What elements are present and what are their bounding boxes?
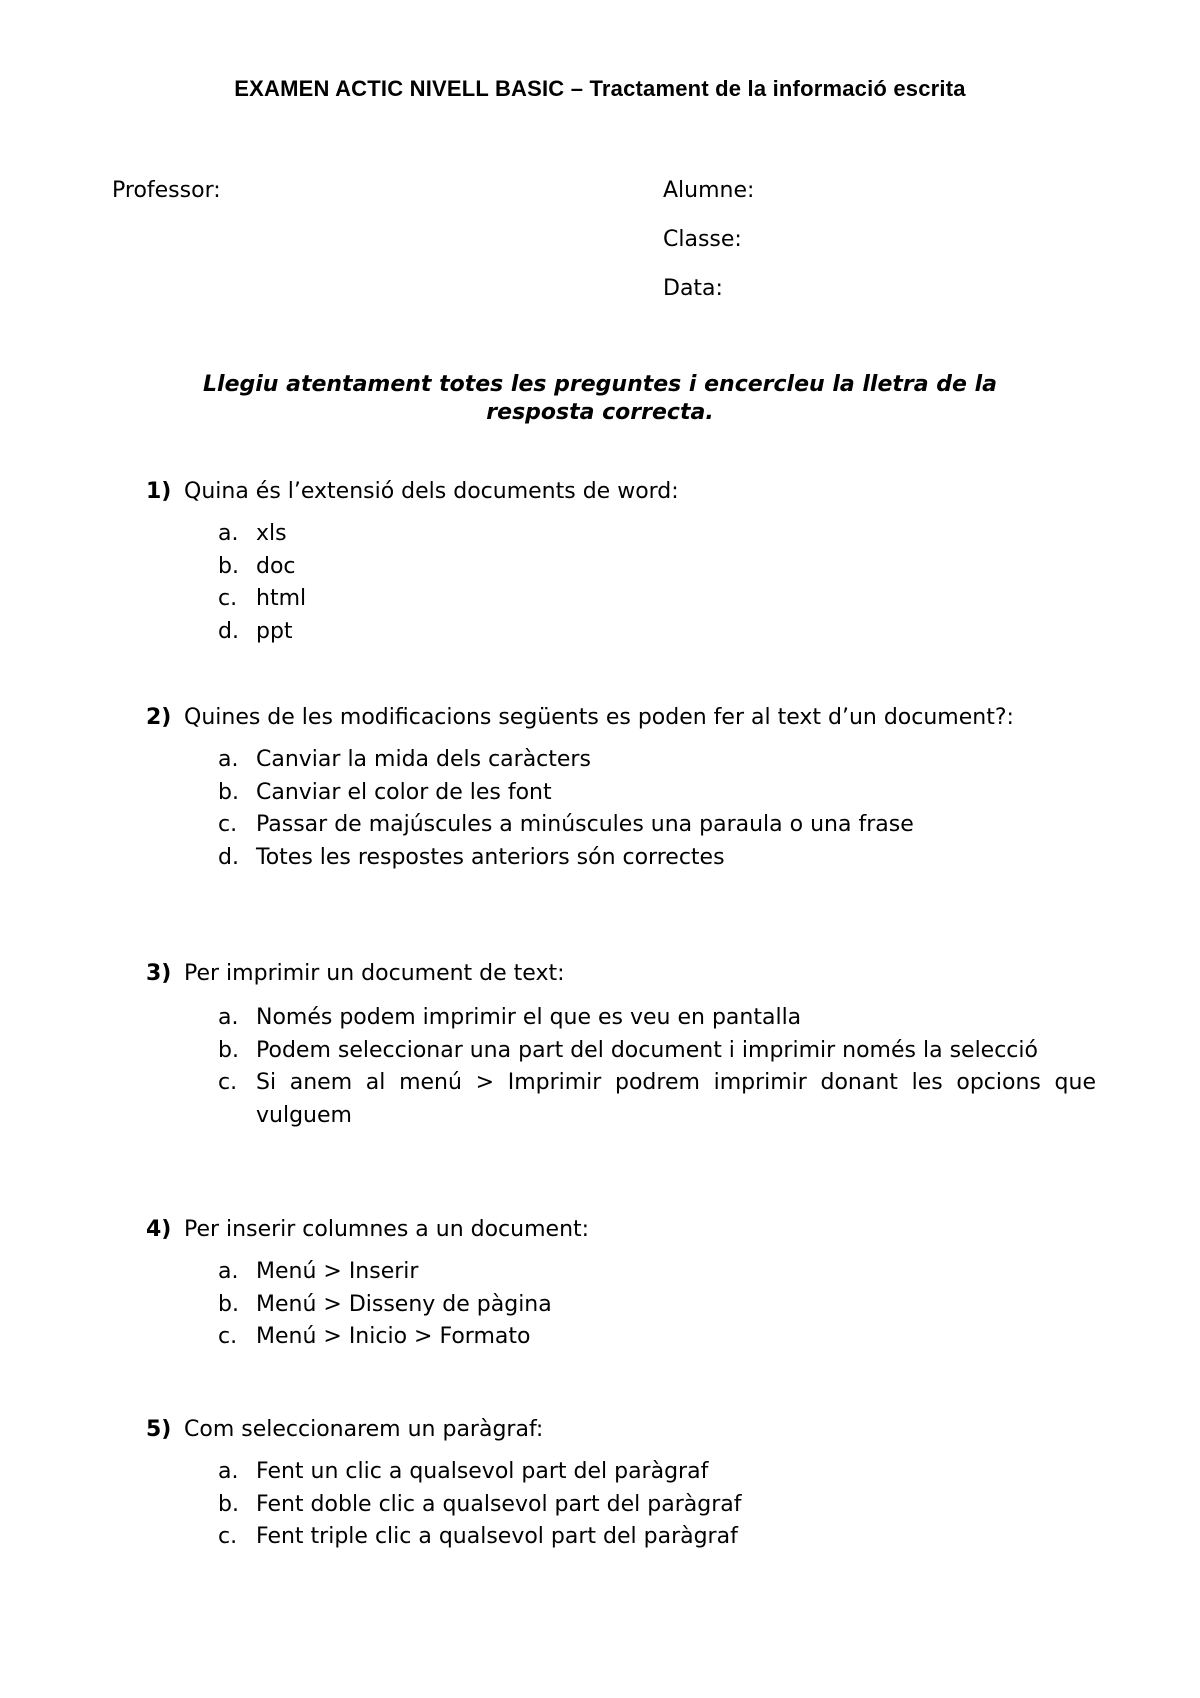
- option-letter: a.: [218, 1259, 239, 1284]
- option-letter: a.: [218, 747, 239, 772]
- option-letter: c.: [218, 1524, 238, 1549]
- option-text: doc: [256, 553, 296, 579]
- option-letter: a.: [218, 1005, 239, 1030]
- option-letter: a.: [218, 521, 239, 546]
- question-number: 1): [146, 479, 172, 504]
- data-label: Data:: [663, 276, 723, 301]
- classe-label: Classe:: [663, 227, 742, 252]
- question-3: [146, 958, 1096, 1132]
- option-a[interactable]: [146, 1002, 1096, 1035]
- exam-title: EXAMEN ACTIC NIVELL BASIC – Tractament de la informació escrita: [234, 76, 966, 101]
- professor-label: Professor:: [112, 178, 221, 203]
- option-letter: c.: [218, 586, 238, 611]
- option-text: Podem seleccionar una part del document i imprimir només la selecció: [256, 1037, 1038, 1063]
- option-c[interactable]: [146, 1321, 1096, 1354]
- alumne-label: Alumne:: [663, 178, 755, 203]
- option-text: xls: [256, 521, 287, 546]
- option-letter: c.: [218, 812, 238, 837]
- option-c[interactable]: [146, 1521, 1096, 1554]
- option-b[interactable]: [146, 1489, 1096, 1522]
- option-d[interactable]: [146, 842, 1096, 875]
- option-text: Canviar la mida dels caràcters: [256, 747, 591, 772]
- option-text: Passar de majúscules a minúscules una paraula o una frase: [256, 812, 914, 837]
- question-text: Quina és l’extensió dels documents de word:: [184, 479, 679, 504]
- option-text: Menú > Inserir: [256, 1259, 419, 1284]
- option-letter: b.: [218, 1037, 239, 1063]
- question-number: 4): [146, 1217, 172, 1242]
- option-text: ppt: [256, 618, 293, 644]
- option-b[interactable]: [146, 551, 1096, 584]
- option-text: Fent un clic a qualsevol part del paràgraf: [256, 1459, 709, 1484]
- option-c[interactable]: [146, 809, 1096, 842]
- option-text: html: [256, 586, 307, 611]
- question-4: [146, 1214, 1096, 1354]
- option-text: Si anem al menú > Imprimir podrem imprimir donant les opcions que vulguem: [256, 1070, 1096, 1128]
- instructions-line-1: Llegiu atentament totes les preguntes i encercleu la lletra de la: [203, 372, 997, 397]
- question-text: Com seleccionarem un paràgraf:: [184, 1417, 544, 1442]
- option-a[interactable]: [146, 1456, 1096, 1489]
- option-text: Fent triple clic a qualsevol part del paràgraf: [256, 1524, 738, 1549]
- question-text: Per inserir columnes a un document:: [184, 1217, 590, 1242]
- option-text: Totes les respostes anteriors són correctes: [256, 844, 725, 870]
- option-a[interactable]: [146, 1256, 1096, 1289]
- instructions-line-2: resposta correcta.: [486, 400, 714, 425]
- option-b[interactable]: [146, 1035, 1096, 1068]
- option-d[interactable]: [146, 616, 1096, 649]
- option-letter: d.: [218, 618, 239, 644]
- question-5: [146, 1414, 1096, 1554]
- question-2: [146, 702, 1096, 874]
- option-text: Menú > Disseny de pàgina: [256, 1291, 552, 1317]
- option-letter: c.: [218, 1070, 238, 1095]
- question-text: Per imprimir un document de text:: [184, 961, 565, 986]
- option-text: Menú > Inicio > Formato: [256, 1324, 531, 1349]
- option-text: Només podem imprimir el que es veu en pantalla: [256, 1005, 802, 1030]
- option-letter: b.: [218, 1491, 239, 1517]
- question-1: [146, 476, 1096, 648]
- option-letter: b.: [218, 553, 239, 579]
- option-c[interactable]: [146, 1067, 1096, 1132]
- option-c[interactable]: [146, 583, 1096, 616]
- question-number: 5): [146, 1417, 172, 1442]
- question-number: 2): [146, 705, 172, 730]
- option-text: Canviar el color de les font: [256, 779, 552, 805]
- option-letter: b.: [218, 779, 239, 805]
- option-letter: d.: [218, 844, 239, 870]
- option-text: Fent doble clic a qualsevol part del paràgraf: [256, 1491, 742, 1517]
- option-letter: b.: [218, 1291, 239, 1317]
- question-number: 3): [146, 961, 172, 986]
- option-a[interactable]: [146, 518, 1096, 551]
- option-letter: c.: [218, 1324, 238, 1349]
- option-b[interactable]: [146, 1289, 1096, 1322]
- instructions: [150, 371, 1050, 427]
- question-text: Quines de les modificacions següents es poden fer al text d’un document?:: [184, 705, 1014, 730]
- option-b[interactable]: [146, 777, 1096, 810]
- option-letter: a.: [218, 1459, 239, 1484]
- option-a[interactable]: [146, 744, 1096, 777]
